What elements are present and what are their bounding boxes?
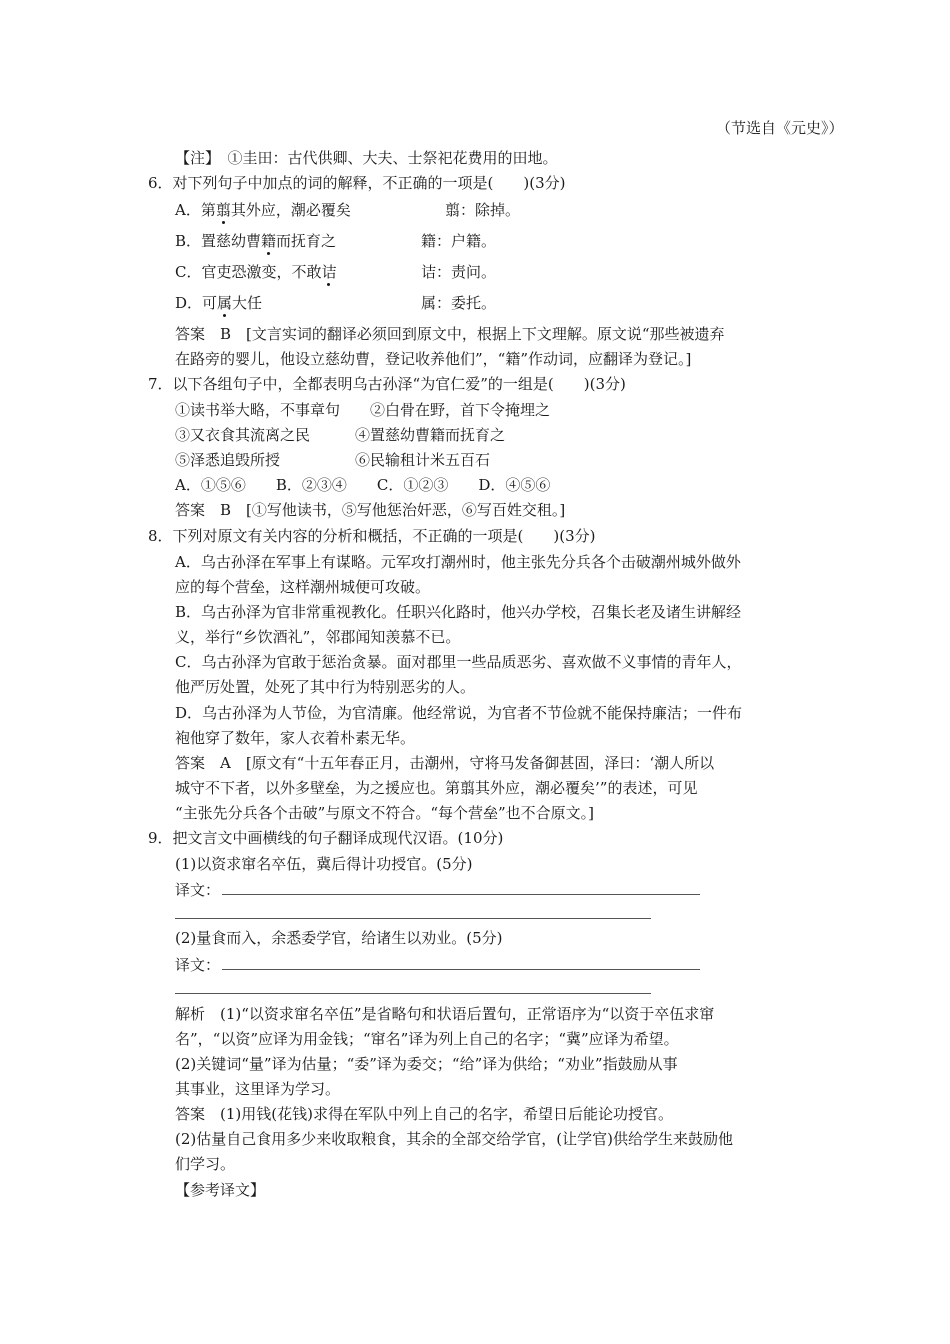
q9-analysis-line: 其事业，这里译为学习。	[175, 1080, 341, 1098]
q8-option-line: A．乌古孙泽在军事上有谋略。元军攻打潮州时，他主张先分兵各个击破潮州城外做外	[175, 553, 741, 571]
q8-answer-line: 城守不下者，以外多壁垒，为之援应也。第翦其外应，潮必覆矣’”的表述，可见	[175, 779, 698, 797]
q6-option-a: A．第翦其外应，潮必覆矣	[175, 201, 351, 219]
question-7-stem: 7．以下各组句子中，全都表明乌古孙泽“为官仁爱”的一组是( )(3分)	[148, 375, 626, 393]
q9-answer-line: 答案 (1)用钱(花钱)求得在军队中列上自己的名字，希望日后能论功授官。	[175, 1105, 673, 1123]
q9-answer-line: (2)估量自己食用多少来收取粮食，其余的全部交给学官，(让学官)供给学生来鼓励他	[175, 1130, 733, 1148]
question-6-stem: 6．对下列句子中加点的词的解释，不正确的一项是( )(3分)	[148, 174, 566, 192]
q7-item-line: ③又衣食其流离之民 ④置慈幼曹籍而抚育之	[175, 426, 506, 444]
emphasis-dot-word: 诘	[321, 263, 337, 281]
q9-analysis-line: 名”，“以资”应译为用金钱；“窜名”译为列上自己的名字；“冀”应译为希望。	[175, 1030, 679, 1048]
q7-item-line: ①读书举大略，不事章句 ②白骨在野，首下令掩埋之	[175, 401, 551, 419]
reference-translation-heading: 【参考译文】	[175, 1181, 266, 1199]
q7-choices: A．①⑤⑥ B．②③④ C．①②③ D．④⑤⑥	[175, 476, 551, 494]
q6-gloss-d: 属：委托。	[421, 294, 497, 312]
q6-gloss-a: 翦：除掉。	[445, 201, 521, 219]
answer-blank-line[interactable]	[222, 969, 700, 970]
q8-option-line: C．乌古孙泽为官敢于惩治贪暴。面对郡里一些品质恶劣、喜欢做不义事情的青年人，	[175, 653, 742, 671]
q8-option-line: 义，举行“乡饮酒礼”，邻郡闻知羡慕不已。	[175, 628, 461, 646]
q6-answer-line: 在路旁的婴儿，他设立慈幼曹，登记收养他们”，“籍”作动词，应翻译为登记。]	[175, 350, 692, 368]
q9-analysis-line: (2)关键词“量”译为估量；“委”译为委交；“给”译为供给；“劝业”指鼓励从事	[175, 1055, 678, 1073]
emphasis-dot-word: 翦	[215, 201, 231, 219]
q7-answer: 答案 B [①写他读书，⑤写他惩治奸恶，⑥写百姓交租。]	[175, 501, 566, 519]
q8-option-line: 他严厉处置，处死了其中行为特别恶劣的人。	[175, 678, 476, 696]
annotation-note: 【注】 ①圭田：古代供卿、大夫、士祭祀花费用的田地。	[175, 149, 558, 167]
answer-blank-line[interactable]	[175, 918, 651, 919]
q9-answer-line: 们学习。	[175, 1155, 236, 1173]
q6-option-d: D．可属大任	[175, 294, 263, 312]
translation-label: 译文：	[175, 881, 221, 899]
q8-option-line: D．乌古孙泽为人节俭，为官清廉。他经常说，为官者不节俭就不能保持廉洁；一件布	[175, 704, 743, 722]
question-8-stem: 8．下列对原文有关内容的分析和概括，不正确的一项是( )(3分)	[148, 527, 596, 545]
emphasis-dot-word: 属	[217, 294, 233, 312]
q8-answer-line: “主张先分兵各个击破”与原文不符合。“每个营垒”也不合原文。]	[175, 804, 595, 822]
answer-blank-line[interactable]	[175, 993, 651, 994]
q7-item-line: ⑤泽悉追毁所授 ⑥民输租计米五百石	[175, 451, 491, 469]
q8-option-line: 袍他穿了数年，家人衣着朴素无华。	[175, 729, 416, 747]
question-9-stem: 9．把文言文中画横线的句子翻译成现代汉语。(10分)	[148, 829, 504, 847]
translation-label: 译文：	[175, 956, 221, 974]
q6-answer-line: 答案 B [文言实词的翻译必须回到原文中，根据上下文理解。原文说“那些被遗弃	[175, 325, 725, 343]
q8-answer-line: 答案 A [原文有“十五年春正月，击潮州，守将马发备御甚固，泽曰：‘潮人所以	[175, 754, 715, 772]
q6-option-b: B．置慈幼曹籍而抚育之	[175, 232, 337, 250]
q8-option-line: B．乌古孙泽为官非常重视教化。任职兴化路时，他兴办学校，召集长老及诸生讲解经	[175, 603, 742, 621]
q9-subquestion-1: (1)以资求窜名卒伍，冀后得计功授官。(5分)	[175, 855, 473, 873]
answer-blank-line[interactable]	[222, 894, 700, 895]
q6-option-c: C．官吏恐激变，不敢诘	[175, 263, 337, 281]
q6-gloss-b: 籍：户籍。	[421, 232, 497, 250]
emphasis-dot-word: 籍	[261, 232, 277, 250]
q8-option-line: 应的每个营垒，这样潮州城便可攻破。	[175, 578, 431, 596]
q6-gloss-c: 诘：责问。	[421, 263, 497, 281]
q9-subquestion-2: (2)量食而入，余悉委学官，给诸生以劝业。(5分)	[175, 929, 503, 947]
q9-analysis-line: 解析 (1)“以资求窜名卒伍”是省略句和状语后置句，正常语序为“以资于卒伍求窜	[175, 1005, 715, 1023]
source-citation: （节选自《元史》）	[716, 119, 844, 137]
